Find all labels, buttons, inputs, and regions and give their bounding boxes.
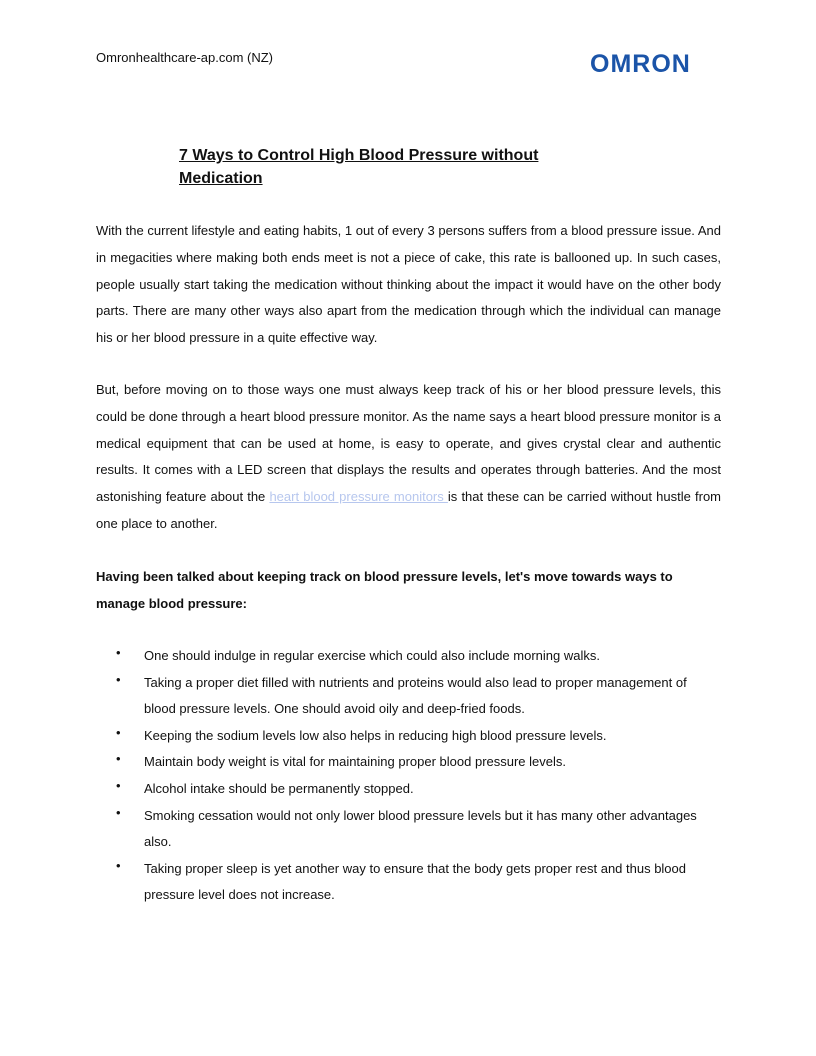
tips-list (116, 643, 721, 909)
list-item-text: Taking a proper diet filled with nutrients and proteins would also lead to proper management of blood pressure levels. One should avoid oily and deep-fried foods. (144, 674, 687, 717)
bullet-icon: • (116, 645, 121, 660)
omron-logo-text: OMRON (590, 50, 691, 78)
intro-paragraph: With the current lifestyle and eating habits, 1 out of every 3 persons suffers from a blood pressure issue. And in megacities where making both ends meet is not a piece of cake, this rate is ballooned up. In such cases, people usually start taking the medication without thinking about the impact it would have on the other body parts. There are many other ways also apart from the medication through which the individual can manage his or her blood pressure in a quite effective way. (96, 223, 721, 346)
heart-bp-monitors-link[interactable]: heart blood pressure monitors (269, 489, 448, 505)
bullet-icon: • (116, 751, 121, 767)
list-item (116, 643, 721, 670)
bullet-icon: • (116, 671, 121, 687)
omron-logo-graphic (590, 47, 708, 87)
bullet-icon: • (116, 724, 121, 740)
list-item (116, 723, 721, 750)
site-label: Omronhealthcare-ap.com (NZ) (96, 50, 273, 65)
list-item-text: Keeping the sodium levels low also helps in reducing high blood pressure levels. (144, 727, 607, 743)
list-item-text: Alcohol intake should be permanently stopped. (144, 780, 414, 796)
list-item (116, 803, 721, 856)
bullet-icon: • (116, 857, 121, 873)
bullet-icon: • (116, 804, 121, 820)
monitor-paragraph (96, 377, 721, 538)
list-item (116, 856, 721, 909)
list-item-text: Maintain body weight is vital for maintaining proper blood pressure levels. (144, 754, 566, 770)
omron-logo (590, 47, 708, 87)
list-item (116, 670, 721, 723)
lead-in-heading: Having been talked about keeping track on blood pressure levels, let's move towards ways to manage blood pressure: (96, 569, 673, 611)
list-item-text: One should indulge in regular exercise which could also include morning walks. (144, 648, 600, 663)
article-title: 7 Ways to Control High Blood Pressure without Medication (179, 147, 539, 187)
bullet-icon: • (116, 777, 121, 793)
list-item (116, 776, 721, 803)
list-item (116, 749, 721, 776)
monitor-paragraph-text: But, before moving on to those ways one must always keep track of his or her blood pressure levels, this could be done through a heart blood pressure monitor. As the name says a heart blood pressure monitor is a medical equipment that can be used at home, is easy to operate, and gives crystal clear and authentic results. It comes with a LED screen that displays the results and operates through batteries. And the most astonishing feature about the (96, 382, 721, 505)
list-item-text: Taking proper sleep is yet another way to ensure that the body gets proper rest and thus blood pressure level does not increase. (144, 860, 687, 903)
list-item-text: Smoking cessation would not only lower blood pressure levels but it has many other advantages also. (144, 807, 697, 850)
monitor-paragraph-text-end: is that these can be carried without hustle from one place to another. (96, 489, 721, 531)
